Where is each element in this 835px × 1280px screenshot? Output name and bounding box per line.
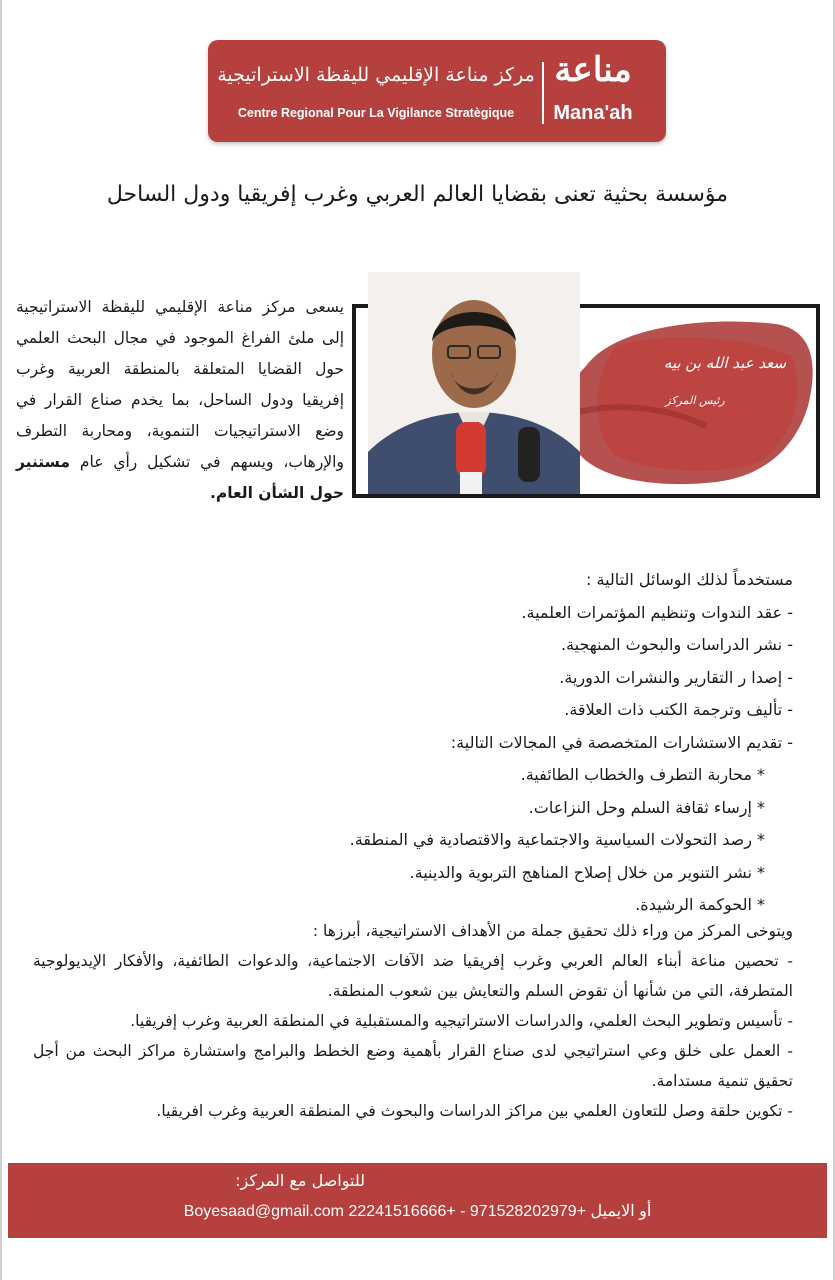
director-photo <box>368 272 580 494</box>
goals-section <box>33 916 793 1126</box>
means-item: - نشر الدراسات والبحوث المنهجية. <box>560 635 793 654</box>
means-subitem: * الحوكمة الرشيدة. <box>635 895 765 914</box>
brand-logo-arabic: مناعة <box>554 50 632 90</box>
contact-footer <box>8 1163 827 1238</box>
means-subitem: * إرساء ثقافة السلم وحل النزاعات. <box>528 797 765 817</box>
goals-item: - تحصين مناعة أبناء العالم العربي وغرب إفريقيا ضد الآفات الاجتماعية، والدعوات الطائفية، والأفكار الإيديولوجية المتطرفة، التي من شأنها أن تقوض السلم والتعايش بين شعوب المنطقة. <box>33 952 793 1000</box>
means-section <box>93 564 793 922</box>
contact-details: Boyesaad@gmail.com أو الايميل +971528202979 - +22241516666 <box>183 1203 652 1220</box>
means-subitem: * محاربة التطرف والخطاب الطائفية. <box>520 765 765 784</box>
goals-item: - العمل على خلق وعي استراتيجي لدى صناع القرار بأهمية وضع الخطط والبرامج واستشارة مراكز البحث من أجل تحقيق تنمية مستدامة. <box>33 1042 793 1090</box>
header-banner <box>208 40 666 142</box>
means-heading: مستخدماً لذلك الوسائل التالية : <box>586 570 793 589</box>
means-item: - تأليف وترجمة الكتب ذات العلاقة. <box>564 700 793 719</box>
intro-text: يسعى مركز مناعة الإقليمي لليقظة الاستراتيجية إلى ملئ الفراغ الموجود في مجال البحث العلمي حول القضايا المتعلقة بالمنطقة العربية وغرب إفريقيا ودول الساحل، بما يخدم صناع القرار في وضع الاستراتيجيات التنموية، ومحاربة التطرف والإرهاب، ويسهم في تشكيل رأي عام <box>16 298 344 471</box>
page-subtitle: مؤسسة بحثية تعنى بقضايا العالم العربي وغرب إفريقيا ودول الساحل <box>106 182 729 207</box>
goals-item: - تكوين حلقة وصل للتعاون العلمي بين مراكز الدراسات والبحوث في المنطقة العربية وغرب افريقيا. <box>156 1102 793 1120</box>
contact-title: للتواصل مع المركز: <box>235 1171 365 1190</box>
means-item: - تقديم الاستشارات المتخصصة في المجالات التالية: <box>450 732 793 752</box>
center-name-french: Centre Regional Pour La Vigilance Stratègique <box>237 106 515 120</box>
goals-item: - تأسيس وتطوير البحث العلمي، والدراسات الاستراتيجيه والمستقبلية في المنطقة العربية وغرب إفريقيا. <box>130 1012 793 1030</box>
center-name-arabic: مركز مناعة الإقليمي لليقظة الاستراتيجية <box>217 64 535 86</box>
intro-paragraph <box>16 292 344 509</box>
means-item: - عقد الندوات وتنظيم المؤتمرات العلمية. <box>521 602 793 622</box>
brand-logo-latin: Mana'ah <box>553 102 633 124</box>
goals-heading: ويتوخى المركز من وراء ذلك تحقيق جملة من الأهداف الاستراتيجية، أبرزها : <box>312 922 793 940</box>
means-item: - إصدا ر التقارير والنشرات الدورية. <box>559 667 793 687</box>
means-subitem: * رصد التحولات السياسية والاجتماعية والاقتصادية في المنطقة. <box>349 830 765 849</box>
means-subitem: * نشر التنوير من خلال إصلاح المناهج التربوية والدينية. <box>409 862 765 882</box>
signature-name: سعد عبد الله بن بيه <box>663 354 787 372</box>
intro-text-bold: مستنير حول الشأن العام. <box>16 453 344 502</box>
signature-title: رئيس المركز <box>665 394 725 407</box>
